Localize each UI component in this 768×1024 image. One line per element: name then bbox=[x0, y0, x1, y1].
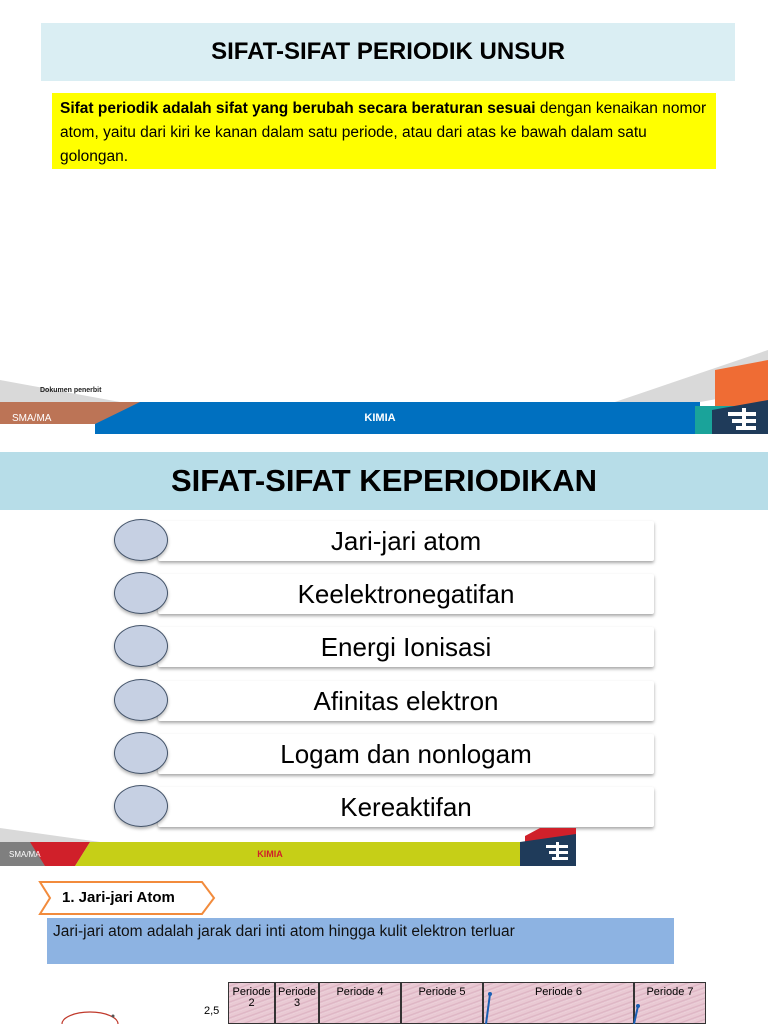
publisher-label: Dokumen penerbit bbox=[40, 387, 102, 394]
slide-sifat-periodik bbox=[0, 0, 768, 436]
property-item-afinitas bbox=[114, 679, 654, 723]
bullet-circle-icon bbox=[114, 625, 168, 667]
bullet-circle-icon bbox=[114, 679, 168, 721]
period-7-peak-line bbox=[634, 1006, 638, 1024]
footer-subject: KIMIA bbox=[364, 412, 396, 424]
section-label: 1. Jari-jari Atom bbox=[62, 889, 175, 906]
period-label: Periode 6 bbox=[534, 986, 583, 998]
definition-bold-text: Sifat periodik adalah sifat yang berubah secara beraturan sesuai bbox=[60, 100, 536, 117]
footer-decoration bbox=[0, 826, 768, 866]
definition-text: dengan kenaikan nomor atom, yaitu dari kiri ke kanan dalam satu periode, atau dari atas ke bawah dalam satu golongan. bbox=[60, 100, 707, 165]
bullet-circle-icon bbox=[114, 519, 168, 561]
definition-box: Jari-jari atom adalah jarak dari inti atom hingga kulit elektron terluar bbox=[47, 918, 674, 964]
period-6-peak-point bbox=[488, 992, 492, 996]
slide-sifat-keperiodikan bbox=[0, 452, 768, 866]
definition-box bbox=[52, 93, 716, 169]
footer-gray-wedge-left bbox=[0, 828, 100, 842]
footer-subject: KIMIA bbox=[257, 849, 283, 859]
property-label: Afinitas elektron bbox=[158, 681, 654, 721]
period-6-peak-line bbox=[486, 994, 490, 1024]
bullet-circle-icon bbox=[114, 732, 168, 774]
property-item-kereaktifan bbox=[114, 785, 654, 829]
property-label: Jari-jari atom bbox=[158, 521, 654, 561]
property-item-jari-jari bbox=[114, 519, 654, 563]
chart-peaks bbox=[228, 982, 708, 1024]
property-item-keelektronegatifan bbox=[114, 572, 654, 616]
bullet-circle-icon bbox=[114, 572, 168, 614]
period-7-peak-point bbox=[636, 1004, 640, 1008]
atom-diagram-icon bbox=[55, 1006, 125, 1024]
y-axis-tick-label: 2,5 bbox=[204, 1005, 220, 1017]
property-item-logam bbox=[114, 732, 654, 776]
period-label: Periode 7 bbox=[646, 986, 694, 998]
property-label: Kereaktifan bbox=[158, 787, 654, 827]
footer-level: SMA/MA bbox=[12, 413, 52, 424]
period-label: Periode 5 bbox=[418, 986, 466, 998]
slide-title: SIFAT-SIFAT PERIODIK UNSUR bbox=[41, 23, 735, 81]
slide-jari-jari-atom bbox=[0, 868, 768, 1024]
property-label: Keelektronegatifan bbox=[158, 574, 654, 614]
period-label: Periode 2 bbox=[232, 986, 271, 1009]
period-label: Periode 4 bbox=[336, 986, 384, 998]
slide-title: SIFAT-SIFAT KEPERIODIKAN bbox=[0, 452, 768, 510]
bullet-circle-icon bbox=[114, 785, 168, 827]
property-item-energi-ionisasi bbox=[114, 625, 654, 669]
property-label: Energi Ionisasi bbox=[158, 627, 654, 667]
footer-level: SMA/MA bbox=[9, 850, 41, 859]
period-label: Periode 3 bbox=[278, 986, 316, 1009]
property-label: Logam dan nonlogam bbox=[158, 734, 654, 774]
